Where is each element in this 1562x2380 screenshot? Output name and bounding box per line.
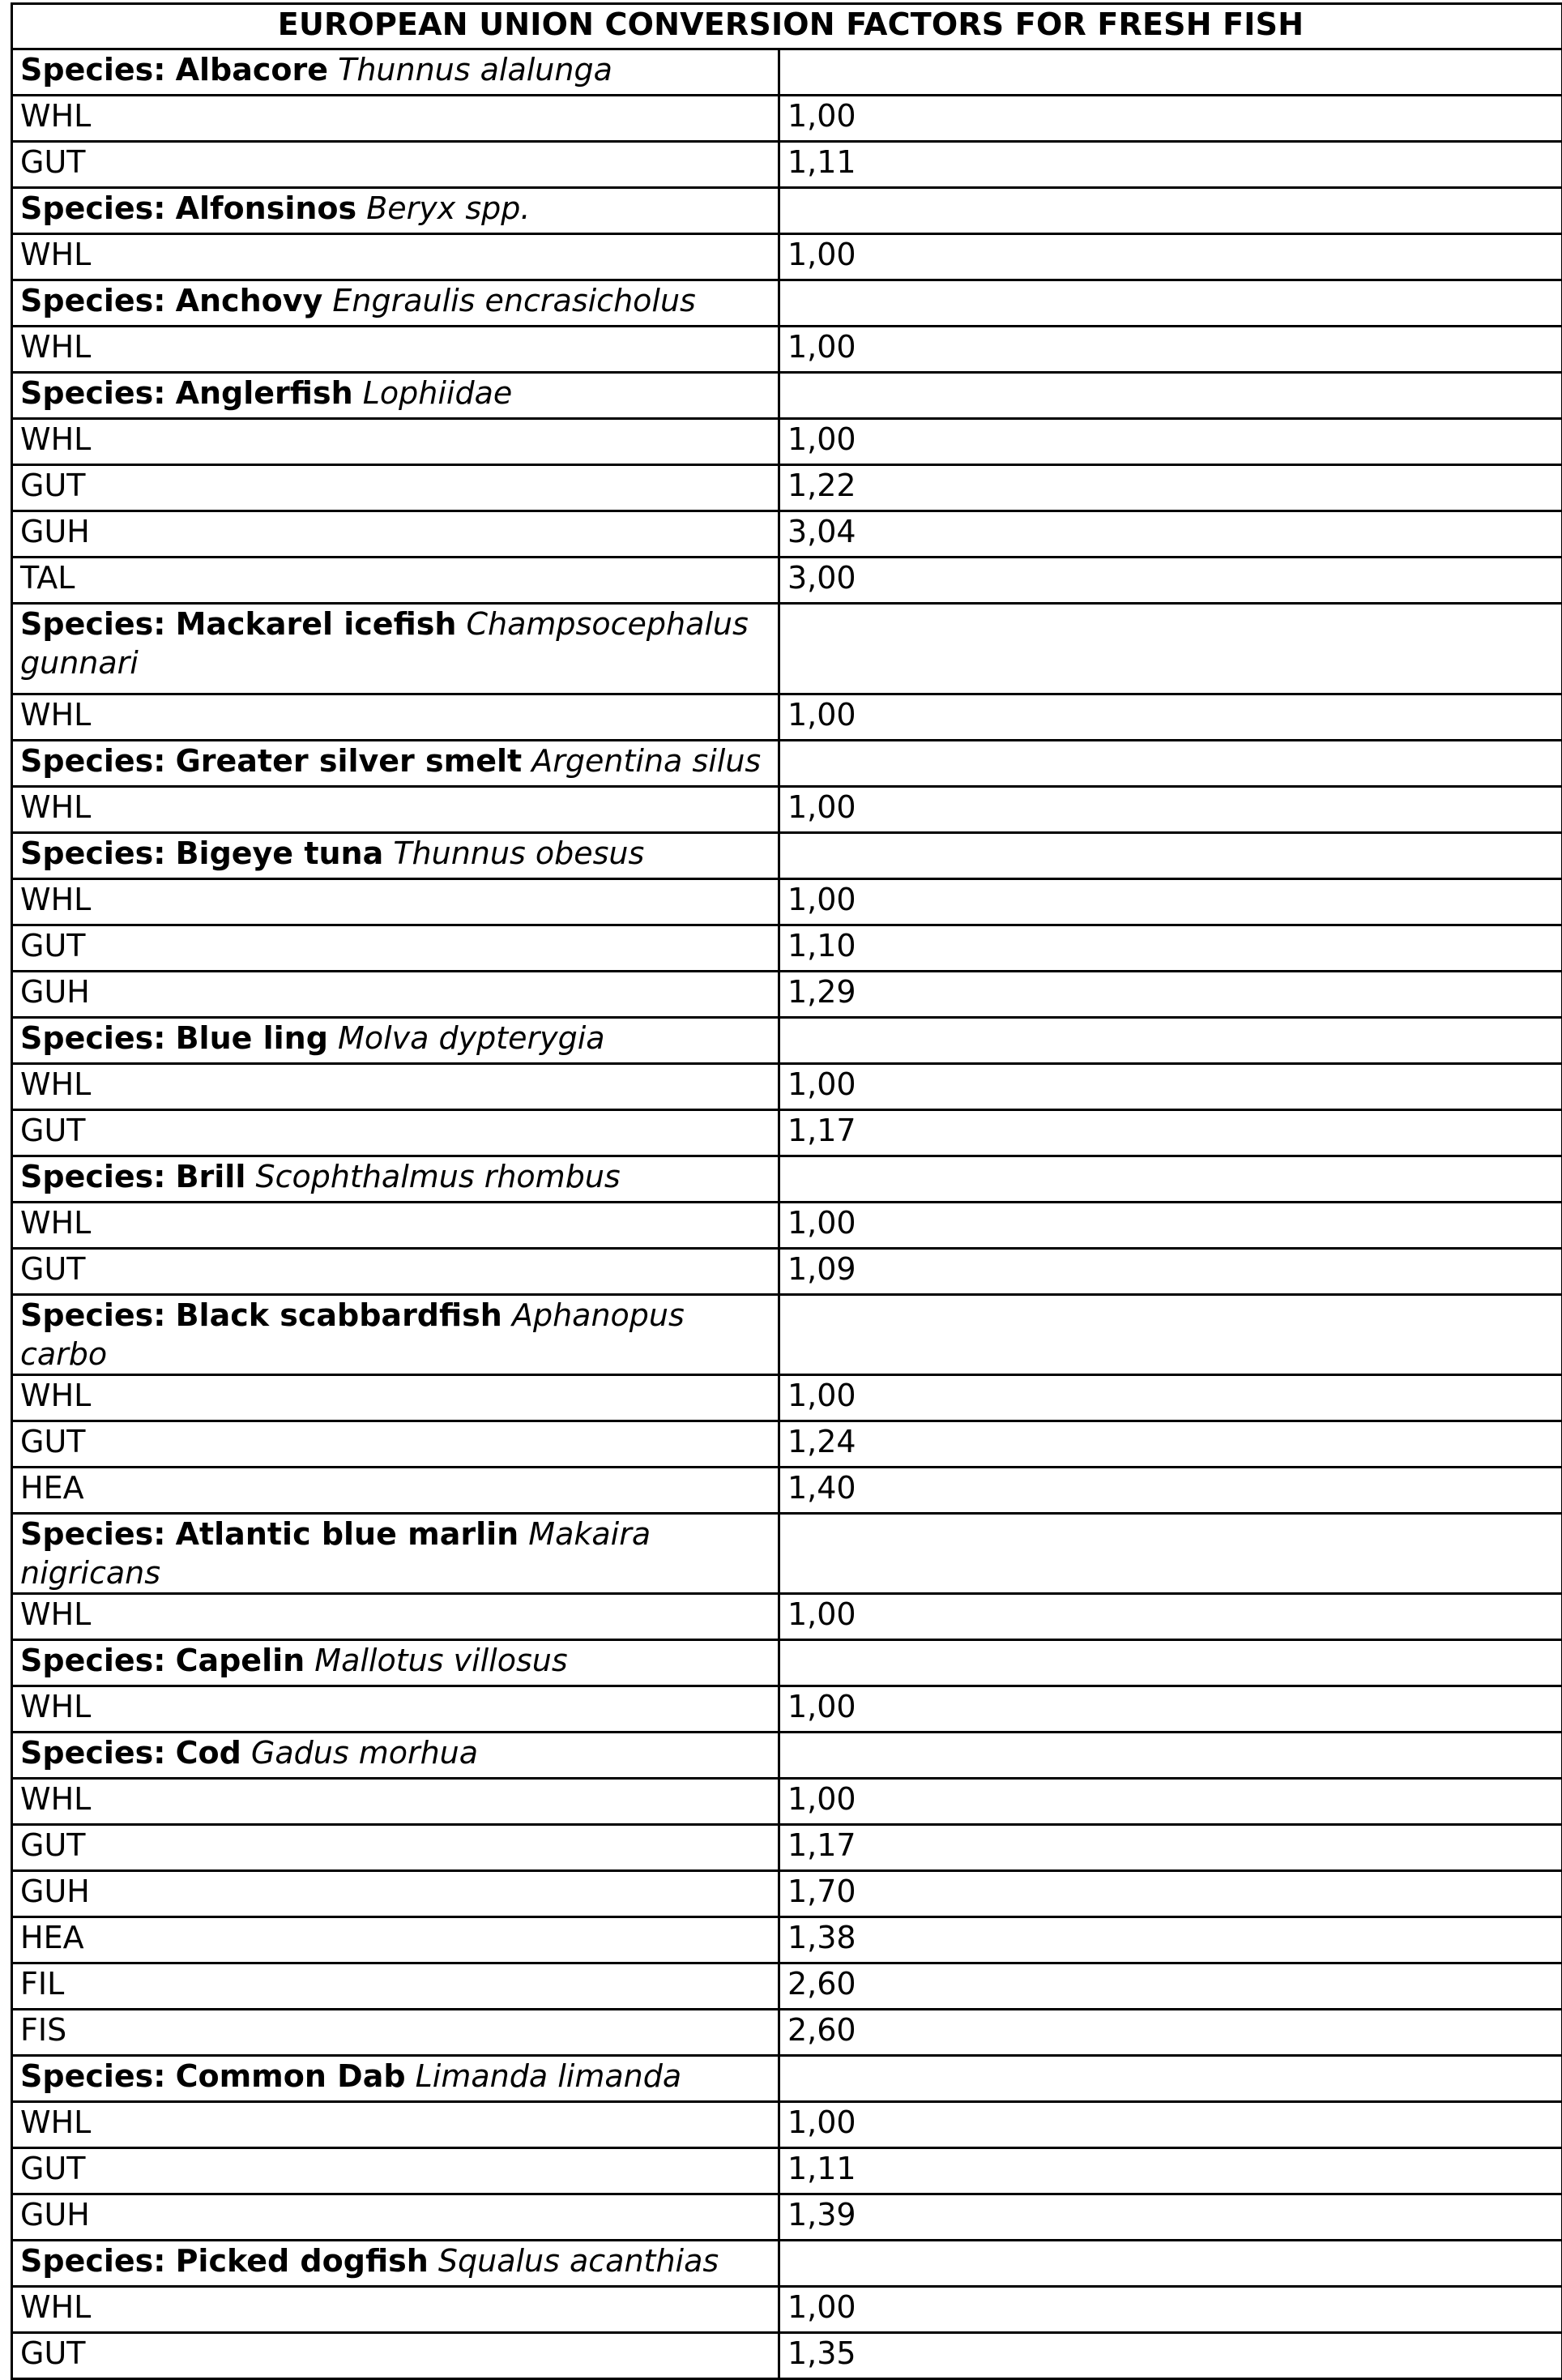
species-scientific-name: Makaira nigricans <box>20 1516 651 1591</box>
form-row <box>12 1064 1562 1110</box>
conversion-factors-table <box>11 2 1562 2380</box>
conversion-factor: 1,00 <box>779 1594 1562 1640</box>
species-row <box>12 604 1562 694</box>
species-cell <box>12 188 779 234</box>
table-title: EUROPEAN UNION CONVERSION FACTORS FOR FRESH FISH <box>12 4 1562 49</box>
species-factor-empty-cell <box>779 1733 1562 1779</box>
presentation-code: WHL <box>12 1594 779 1640</box>
presentation-code: GUT <box>12 1421 779 1468</box>
species-label: Species: <box>20 190 165 226</box>
species-common-name: Bigeye tuna <box>176 835 384 871</box>
species-factor-empty-cell <box>779 833 1562 879</box>
species-scientific-name: Lophiidae <box>363 375 513 411</box>
species-scientific-name: Squalus acanthias <box>438 2243 719 2279</box>
species-scientific-name: Molva dypterygia <box>338 1020 605 1056</box>
table-title-row <box>12 4 1562 49</box>
conversion-factor: 1,00 <box>779 1779 1562 1825</box>
species-cell <box>12 2056 779 2102</box>
species-row <box>12 2056 1562 2102</box>
conversion-factor: 1,00 <box>779 327 1562 373</box>
species-cell <box>12 1733 779 1779</box>
conversion-factor: 1,38 <box>779 1917 1562 1963</box>
species-label: Species: <box>20 835 165 871</box>
form-row <box>12 2102 1562 2148</box>
species-common-name: Picked dogfish <box>176 2243 429 2279</box>
presentation-code: WHL <box>12 1686 779 1733</box>
conversion-factor: 3,00 <box>779 558 1562 604</box>
species-factor-empty-cell <box>779 1640 1562 1686</box>
conversion-factor: 1,00 <box>779 787 1562 833</box>
species-row <box>12 1640 1562 1686</box>
presentation-code: WHL <box>12 327 779 373</box>
presentation-code: HEA <box>12 1917 779 1963</box>
species-factor-empty-cell <box>779 1156 1562 1203</box>
species-common-name: Mackarel icefish <box>176 606 457 642</box>
species-row <box>12 1514 1562 1594</box>
conversion-factor: 1,17 <box>779 1825 1562 1871</box>
form-row <box>12 234 1562 280</box>
presentation-code: WHL <box>12 234 779 280</box>
form-row <box>12 787 1562 833</box>
conversion-factor: 1,00 <box>779 2102 1562 2148</box>
presentation-code: WHL <box>12 879 779 925</box>
species-label: Species: <box>20 52 165 88</box>
species-factor-empty-cell <box>779 188 1562 234</box>
conversion-factor: 1,00 <box>779 694 1562 741</box>
species-scientific-name: Gadus morhua <box>251 1735 478 1771</box>
species-factor-empty-cell <box>779 1018 1562 1064</box>
presentation-code: GUH <box>12 511 779 558</box>
form-row <box>12 142 1562 188</box>
conversion-factor: 1,00 <box>779 879 1562 925</box>
form-row <box>12 2194 1562 2241</box>
presentation-code: WHL <box>12 419 779 465</box>
species-cell <box>12 1514 779 1594</box>
conversion-factor: 1,70 <box>779 1871 1562 1917</box>
species-scientific-name: Mallotus villosus <box>314 1643 567 1678</box>
conversion-factor: 1,35 <box>779 2333 1562 2379</box>
species-common-name: Alfonsinos <box>176 190 357 226</box>
conversion-factor: 1,39 <box>779 2194 1562 2241</box>
form-row <box>12 1203 1562 1249</box>
form-row <box>12 1779 1562 1825</box>
presentation-code: WHL <box>12 2102 779 2148</box>
species-scientific-name: Thunnus obesus <box>393 835 644 871</box>
form-row <box>12 1468 1562 1514</box>
presentation-code: WHL <box>12 96 779 142</box>
species-cell <box>12 1156 779 1203</box>
conversion-factor: 1,11 <box>779 2148 1562 2194</box>
species-label: Species: <box>20 375 165 411</box>
form-row <box>12 2333 1562 2379</box>
conversion-factor: 1,00 <box>779 96 1562 142</box>
form-row <box>12 1825 1562 1871</box>
presentation-code: WHL <box>12 1779 779 1825</box>
species-label: Species: <box>20 1020 165 1056</box>
species-factor-empty-cell <box>779 2241 1562 2287</box>
species-label: Species: <box>20 283 165 318</box>
conversion-factor: 1,00 <box>779 1686 1562 1733</box>
species-row <box>12 2241 1562 2287</box>
species-factor-empty-cell <box>779 604 1562 694</box>
species-scientific-name: Beryx spp. <box>366 190 530 226</box>
form-row <box>12 1963 1562 2010</box>
species-label: Species: <box>20 2058 165 2094</box>
conversion-factor: 1,09 <box>779 1249 1562 1295</box>
species-factor-empty-cell <box>779 741 1562 787</box>
species-cell <box>12 604 779 694</box>
presentation-code: GUT <box>12 1825 779 1871</box>
form-row <box>12 1686 1562 1733</box>
form-row <box>12 925 1562 972</box>
form-row <box>12 511 1562 558</box>
presentation-code: GUT <box>12 465 779 511</box>
species-cell <box>12 2241 779 2287</box>
species-row <box>12 1018 1562 1064</box>
conversion-factor: 1,17 <box>779 1110 1562 1156</box>
species-scientific-name: Limanda limanda <box>416 2058 682 2094</box>
species-cell <box>12 741 779 787</box>
conversion-factor: 2,60 <box>779 1963 1562 2010</box>
form-row <box>12 1375 1562 1421</box>
species-common-name: Cod <box>176 1735 241 1771</box>
species-scientific-name: Champsocephalus gunnari <box>20 606 749 681</box>
presentation-code: HEA <box>12 1468 779 1514</box>
conversion-factor: 1,22 <box>779 465 1562 511</box>
form-row <box>12 1110 1562 1156</box>
presentation-code: GUT <box>12 925 779 972</box>
presentation-code: GUT <box>12 2148 779 2194</box>
conversion-factor: 1,11 <box>779 142 1562 188</box>
species-row <box>12 188 1562 234</box>
species-label: Species: <box>20 1159 165 1194</box>
presentation-code: WHL <box>12 1203 779 1249</box>
species-factor-empty-cell <box>779 1295 1562 1375</box>
conversion-factor: 1,29 <box>779 972 1562 1018</box>
conversion-factors-body <box>12 4 1562 2379</box>
species-common-name: Albacore <box>176 52 328 88</box>
form-row <box>12 879 1562 925</box>
presentation-code: WHL <box>12 787 779 833</box>
species-row <box>12 280 1562 327</box>
form-row <box>12 1249 1562 1295</box>
species-scientific-name: Aphanopus carbo <box>20 1297 685 1372</box>
species-common-name: Common Dab <box>176 2058 406 2094</box>
form-row <box>12 1421 1562 1468</box>
species-label: Species: <box>20 1643 165 1678</box>
species-factor-empty-cell <box>779 1514 1562 1594</box>
species-cell <box>12 280 779 327</box>
species-label: Species: <box>20 743 165 779</box>
species-cell <box>12 1295 779 1375</box>
form-row <box>12 972 1562 1018</box>
species-row <box>12 1156 1562 1203</box>
species-scientific-name: Engraulis encrasicholus <box>332 283 696 318</box>
presentation-code: TAL <box>12 558 779 604</box>
species-common-name: Anchovy <box>176 283 323 318</box>
form-row <box>12 327 1562 373</box>
form-row <box>12 419 1562 465</box>
form-row <box>12 694 1562 741</box>
species-row <box>12 1295 1562 1375</box>
conversion-factor: 2,60 <box>779 2010 1562 2056</box>
presentation-code: FIL <box>12 1963 779 2010</box>
conversion-factor: 1,10 <box>779 925 1562 972</box>
species-common-name: Anglerfish <box>176 375 353 411</box>
form-row <box>12 96 1562 142</box>
species-label: Species: <box>20 2243 165 2279</box>
conversion-factor: 1,40 <box>779 1468 1562 1514</box>
form-row <box>12 2287 1562 2333</box>
species-label: Species: <box>20 606 165 642</box>
form-row <box>12 2010 1562 2056</box>
conversion-factor: 1,00 <box>779 1375 1562 1421</box>
conversion-factor: 1,24 <box>779 1421 1562 1468</box>
species-row <box>12 833 1562 879</box>
presentation-code: GUH <box>12 2194 779 2241</box>
species-cell <box>12 1640 779 1686</box>
species-cell <box>12 49 779 96</box>
conversion-factor: 1,00 <box>779 234 1562 280</box>
species-scientific-name: Argentina silus <box>531 743 761 779</box>
species-common-name: Brill <box>176 1159 246 1194</box>
species-row <box>12 49 1562 96</box>
presentation-code: GUT <box>12 1249 779 1295</box>
form-row <box>12 558 1562 604</box>
conversion-factor: 1,00 <box>779 2287 1562 2333</box>
species-scientific-name: Thunnus alalunga <box>338 52 612 88</box>
species-row <box>12 1733 1562 1779</box>
species-cell <box>12 373 779 419</box>
species-row <box>12 741 1562 787</box>
species-common-name: Greater silver smelt <box>176 743 523 779</box>
species-factor-empty-cell <box>779 373 1562 419</box>
species-label: Species: <box>20 1516 165 1552</box>
species-scientific-name: Scophthalmus rhombus <box>255 1159 620 1194</box>
species-factor-empty-cell <box>779 2056 1562 2102</box>
species-common-name: Capelin <box>176 1643 305 1678</box>
presentation-code: GUT <box>12 2333 779 2379</box>
presentation-code: WHL <box>12 2287 779 2333</box>
conversion-factor: 1,00 <box>779 1064 1562 1110</box>
presentation-code: FIS <box>12 2010 779 2056</box>
species-label: Species: <box>20 1297 165 1333</box>
form-row <box>12 2148 1562 2194</box>
species-cell <box>12 1018 779 1064</box>
form-row <box>12 1871 1562 1917</box>
species-common-name: Atlantic blue marlin <box>176 1516 519 1552</box>
species-common-name: Black scabbardfish <box>176 1297 502 1333</box>
presentation-code: WHL <box>12 1064 779 1110</box>
conversion-factor: 1,00 <box>779 1203 1562 1249</box>
species-cell <box>12 833 779 879</box>
species-label: Species: <box>20 1735 165 1771</box>
species-factor-empty-cell <box>779 49 1562 96</box>
species-row <box>12 373 1562 419</box>
presentation-code: GUH <box>12 972 779 1018</box>
species-common-name: Blue ling <box>176 1020 328 1056</box>
form-row <box>12 465 1562 511</box>
presentation-code: WHL <box>12 694 779 741</box>
presentation-code: GUT <box>12 1110 779 1156</box>
conversion-factor: 1,00 <box>779 419 1562 465</box>
form-row <box>12 1594 1562 1640</box>
presentation-code: GUT <box>12 142 779 188</box>
conversion-factor: 3,04 <box>779 511 1562 558</box>
presentation-code: GUH <box>12 1871 779 1917</box>
presentation-code: WHL <box>12 1375 779 1421</box>
form-row <box>12 1917 1562 1963</box>
species-factor-empty-cell <box>779 280 1562 327</box>
